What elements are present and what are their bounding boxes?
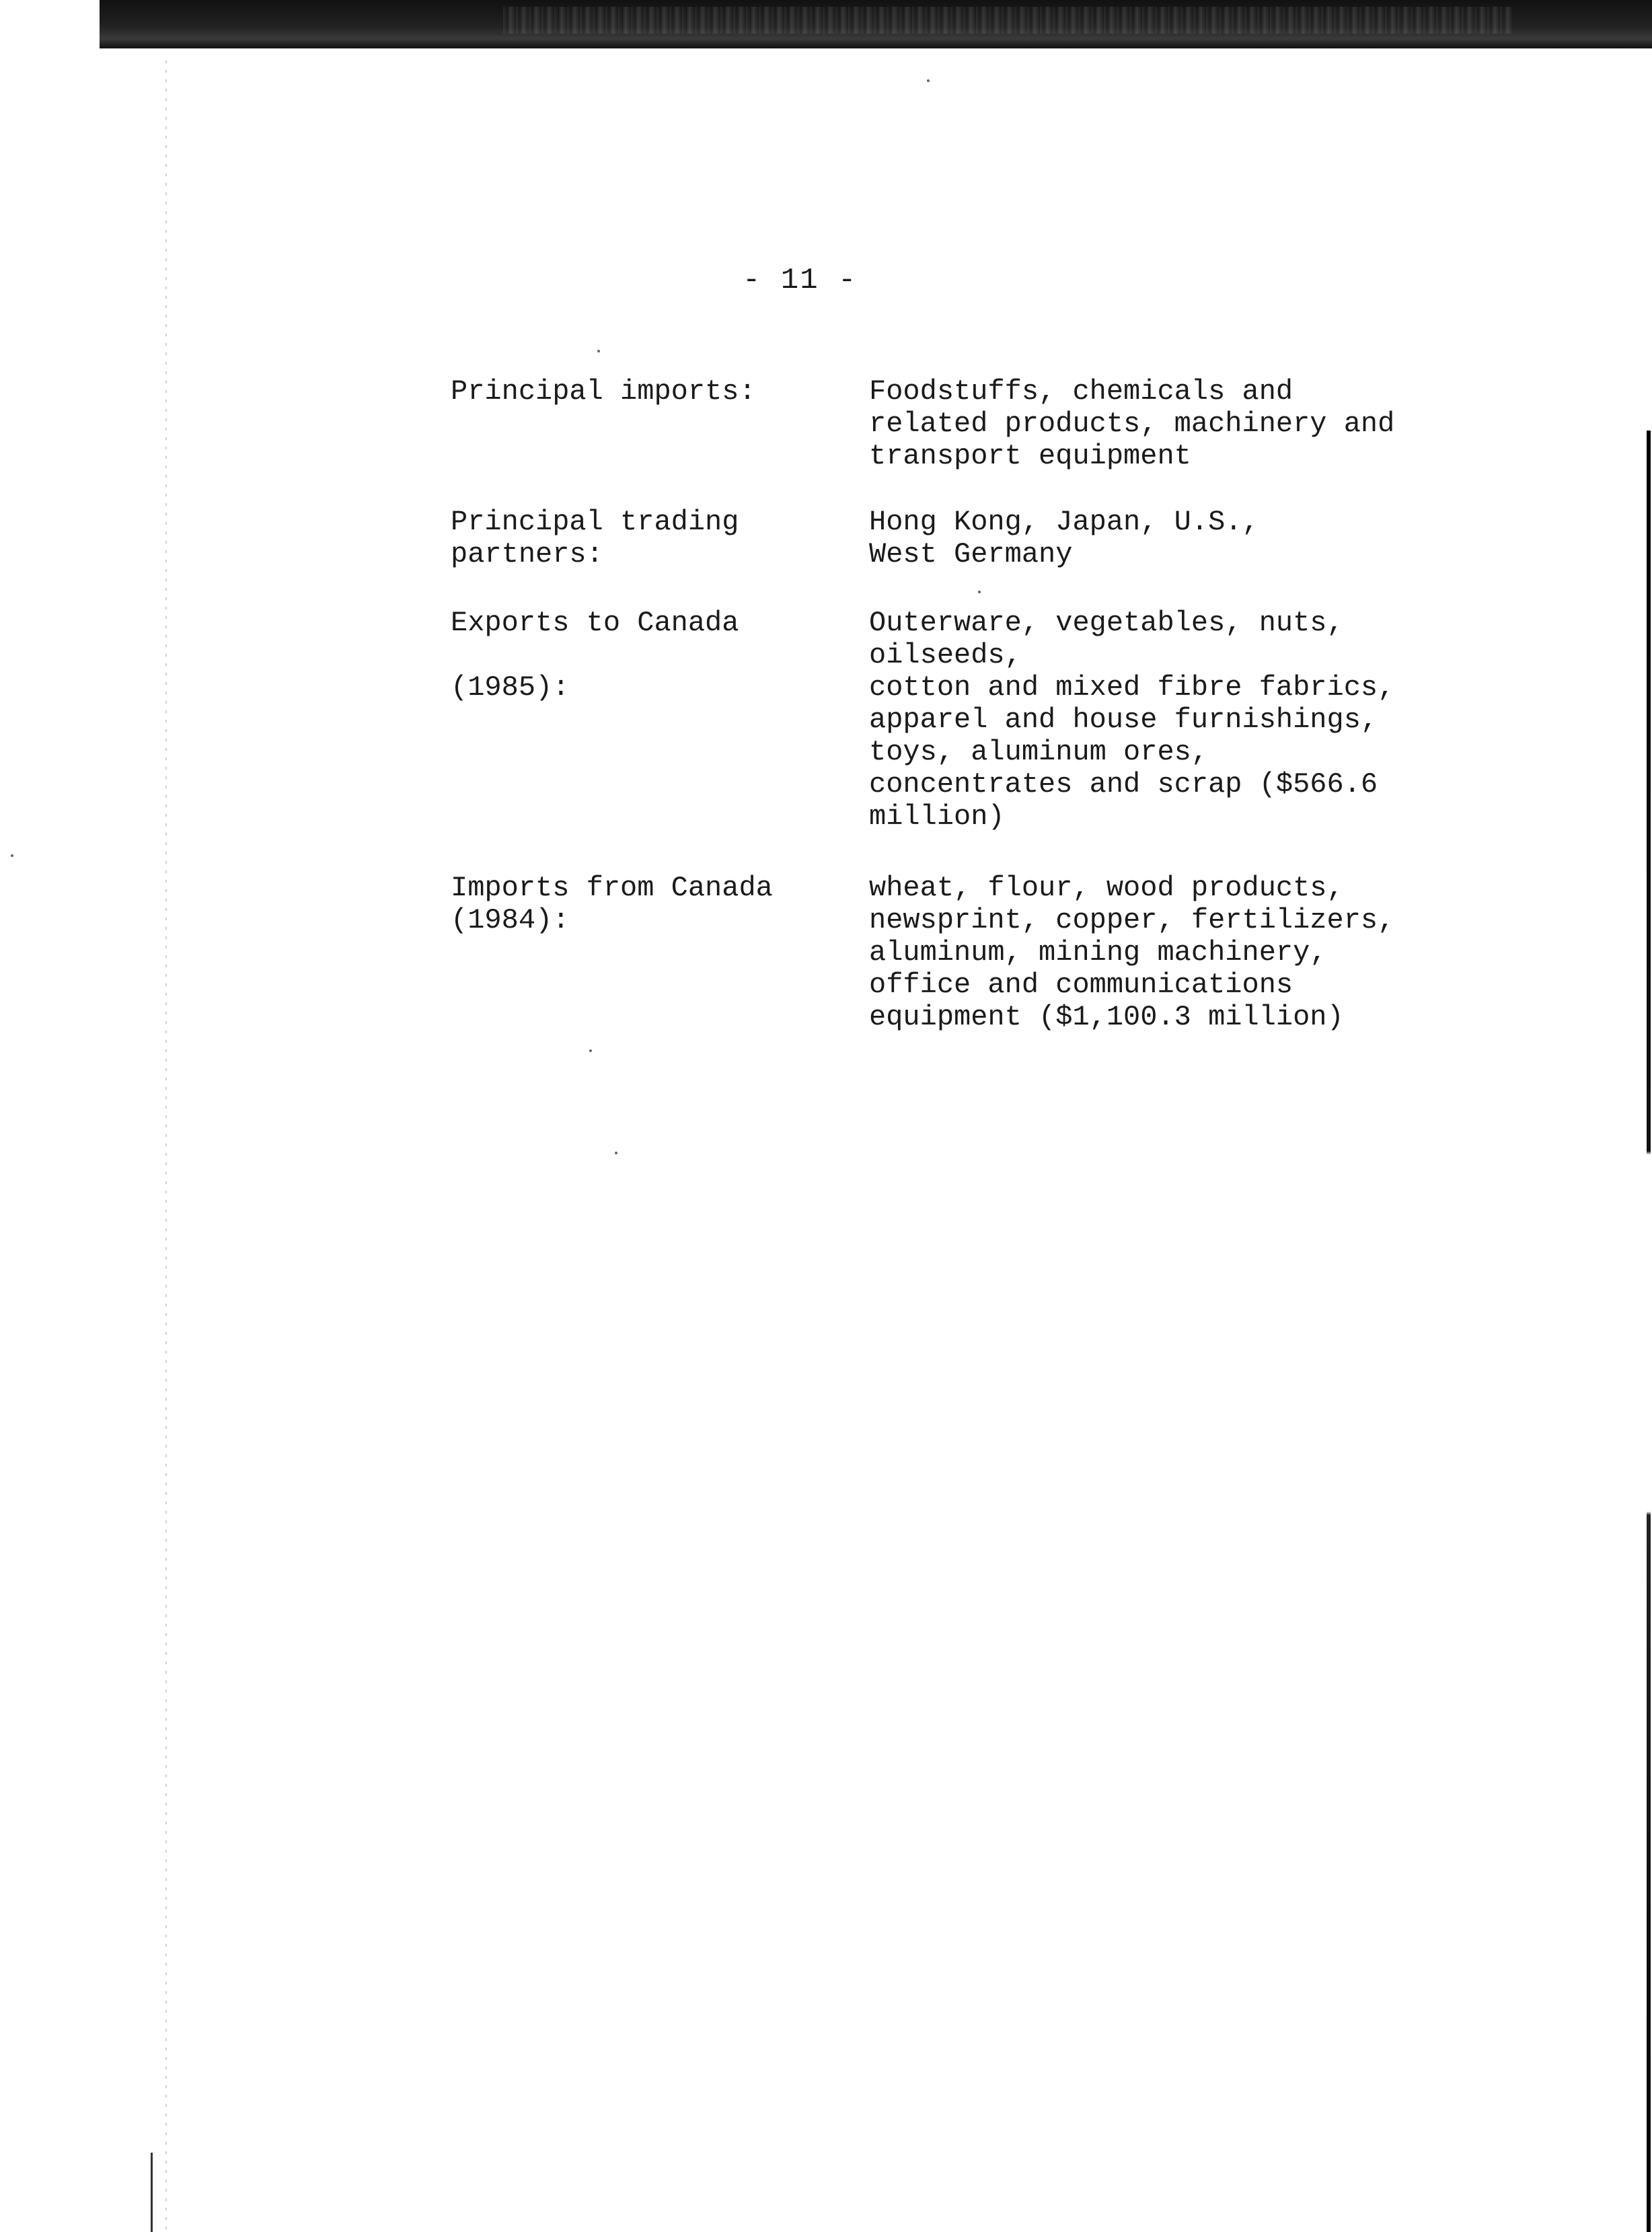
page-number: - 11 -	[743, 264, 858, 297]
entry-value: Foodstuffs, chemicals and related products, machinery and transport equipment	[869, 375, 1395, 472]
scan-border-right	[1647, 431, 1651, 2232]
scan-speck	[589, 1049, 592, 1052]
scan-border-top	[100, 0, 1652, 48]
entry-label: Principal imports:	[451, 375, 756, 408]
scan-speck	[11, 854, 13, 857]
scan-speck	[615, 1152, 617, 1154]
scan-speck	[597, 350, 600, 352]
scan-speck	[978, 591, 981, 593]
entry-value: Outerware, vegetables, nuts, oilseeds, cotton and mixed fibre fabrics, apparel and house furnishings, toys, aluminum ores, concentrates and scrap ($566.6 million)	[869, 607, 1395, 833]
entry-label: Exports to Canada (1985):	[451, 607, 739, 704]
entry-label: Principal trading partners:	[451, 506, 739, 570]
scan-border-left-mark	[151, 2153, 153, 2232]
scan-speck	[927, 79, 930, 82]
entry-label: Imports from Canada (1984):	[451, 872, 773, 936]
scan-noise	[503, 7, 1512, 34]
scan-border-left	[165, 61, 167, 2232]
entry-value: wheat, flour, wood products, newsprint, copper, fertilizers, aluminum, mining machinery, office and communications equipment ($1,100.3 million)	[869, 872, 1395, 1033]
entry-value: Hong Kong, Japan, U.S., West Germany	[869, 506, 1259, 570]
